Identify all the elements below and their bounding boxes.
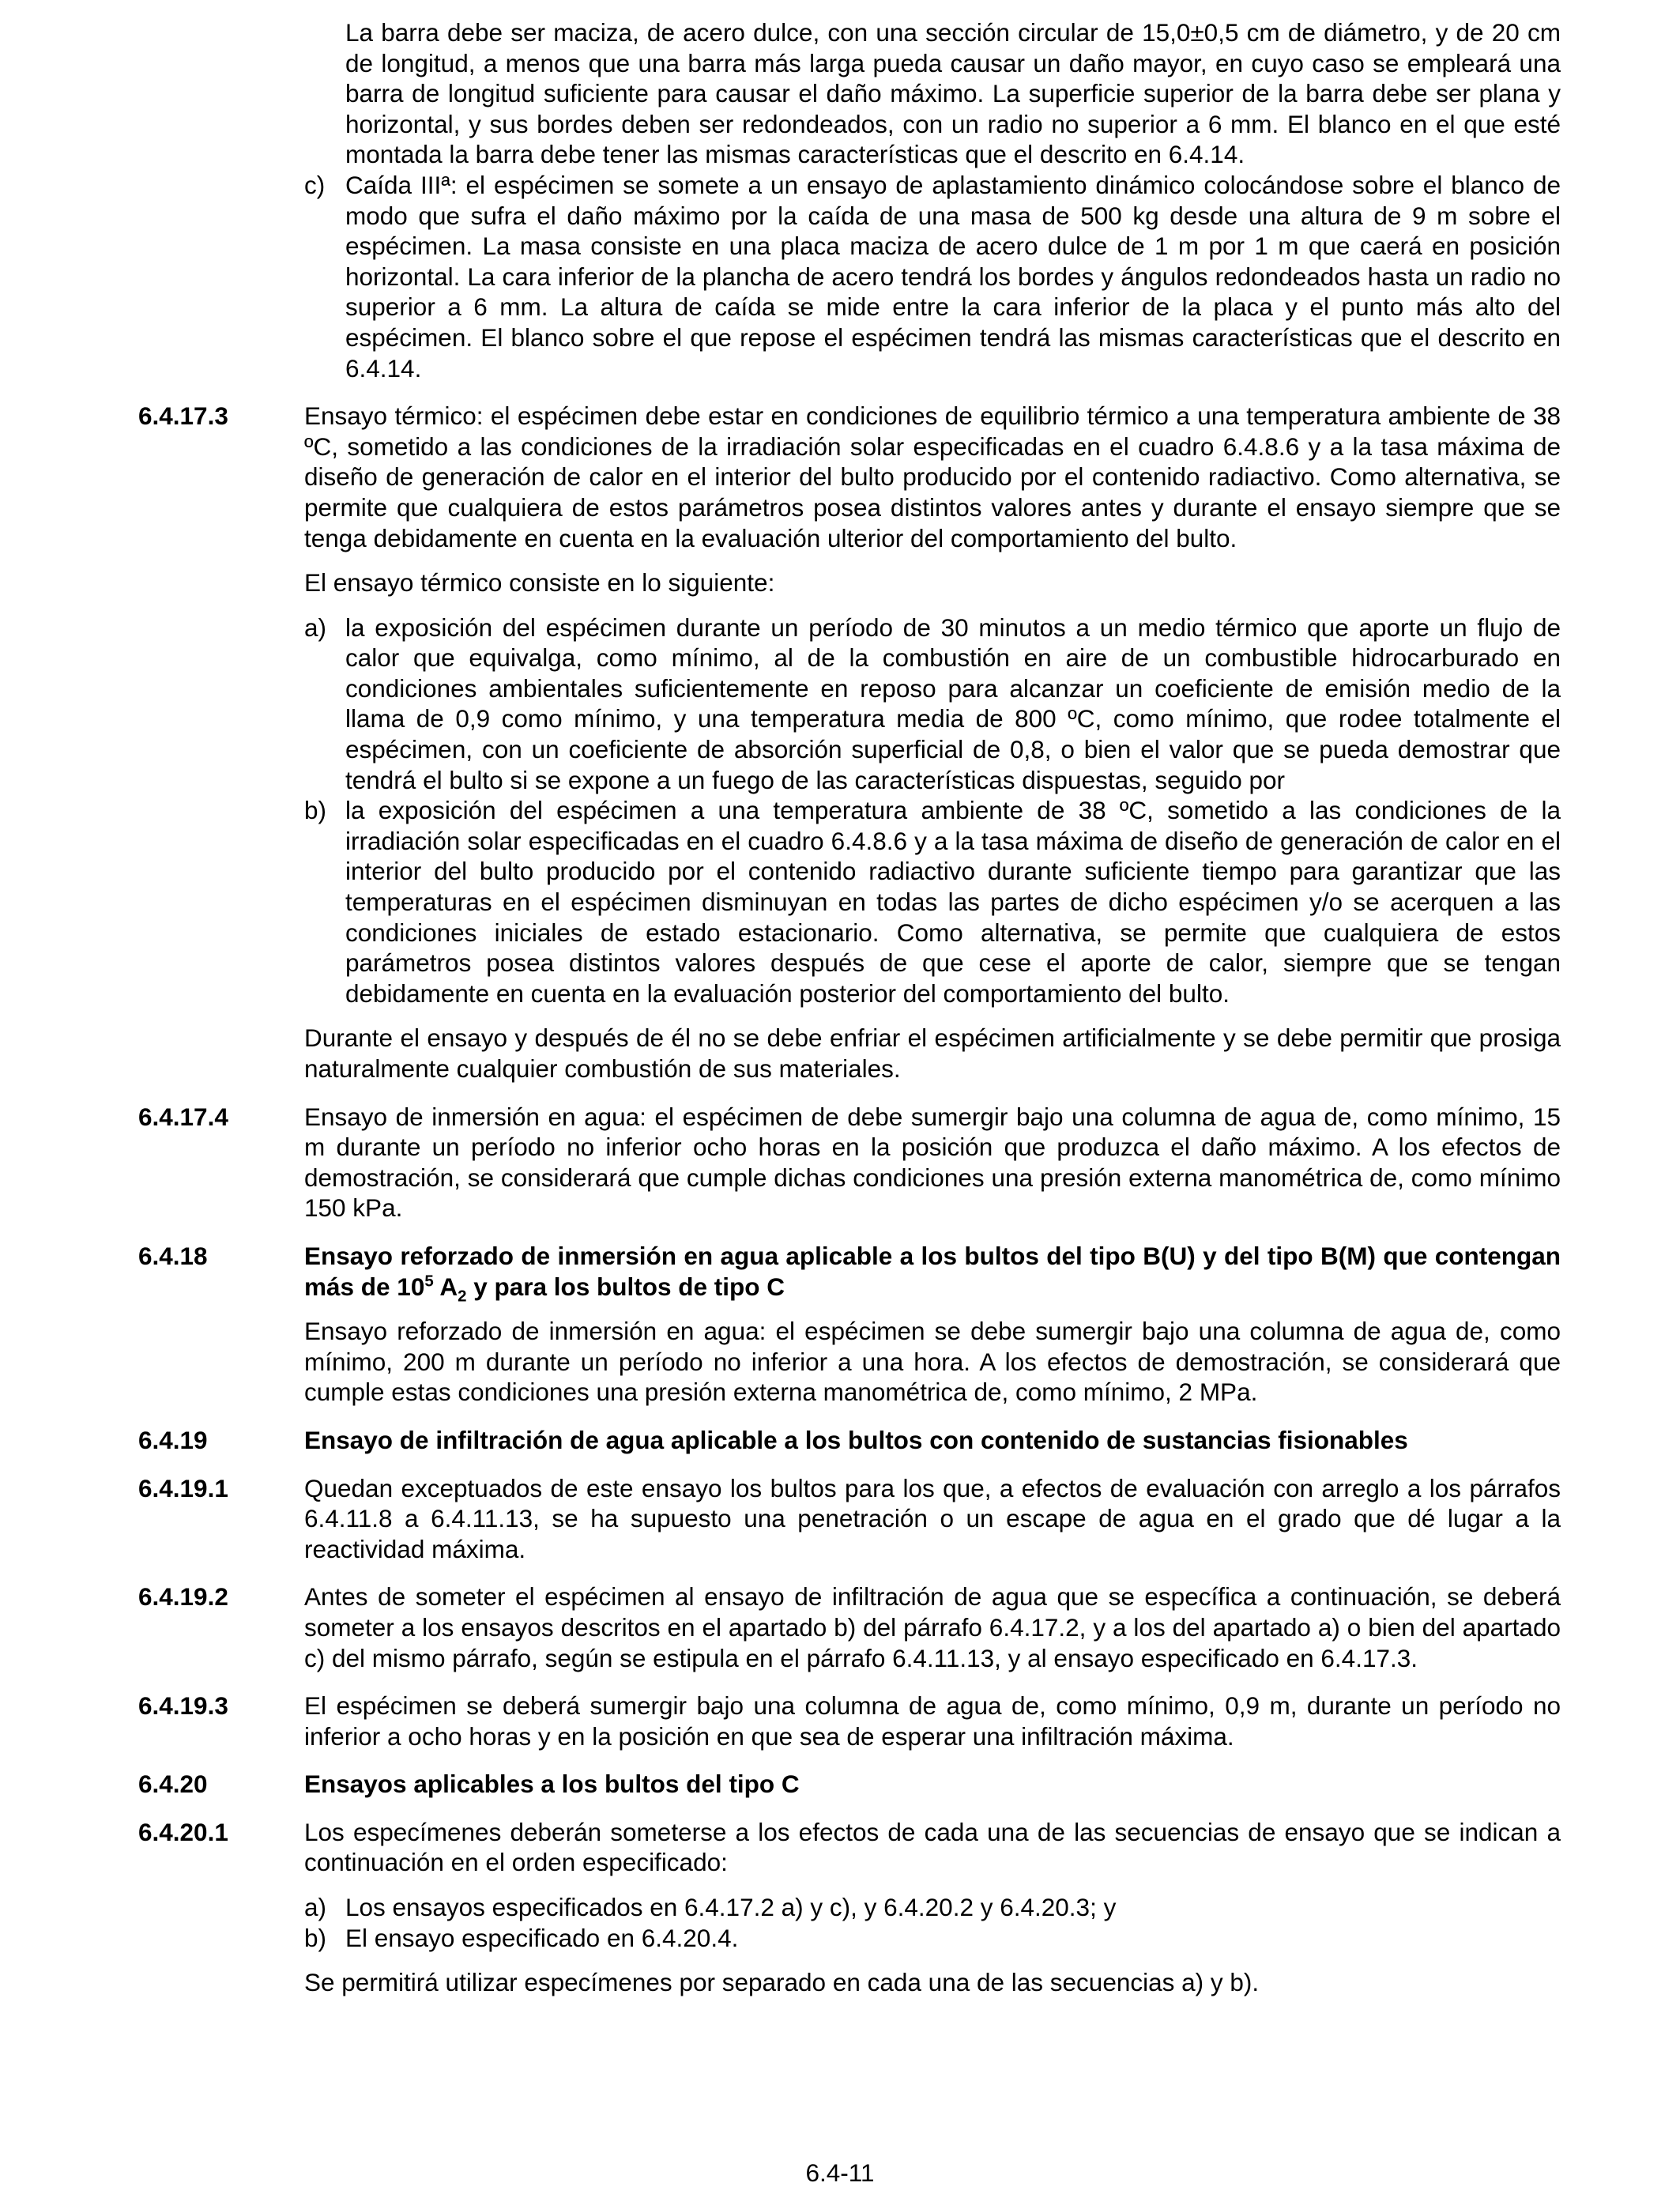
list-item-text: la exposición del espécimen a una temperatura ambiente de 38 ºC, sometido a las condiciones de la irradiación solar especificadas en el cuadro 6.4.8.6 y a la tasa máxima de diseño de generación de calor en el interior del bulto producido por el contenido radiactivo durante suficiente tiempo para garantizar que las temperaturas en el espécimen disminuyan en todas las partes de dicho espécimen y/o se acerquen a las condiciones iniciales de estado estacionario. Como alternativa, se permite que cualquiera de estos parámetros posea distintos valores después de que cese el aporte de calor, siempre que se tengan debidamente en cuenta en la evaluación posterior del comportamiento del bulto. (345, 796, 1561, 1008)
section-number: 6.4.19 (138, 1425, 208, 1454)
list-item-b (304, 1923, 1561, 1954)
section-number: 6.4.19.3 (138, 1691, 228, 1721)
section-number: 6.4.19.2 (138, 1582, 228, 1612)
heading-superscript: 5 (424, 1272, 434, 1291)
thermal-test-closing: Durante el ensayo y después de él no se debe enfriar el espécimen artificialmente y se debe permitir que prosiga naturalmente cualquier combustión de sus materiales. (304, 1023, 1561, 1083)
section-6-4-20 (138, 1769, 1561, 1800)
section-heading: Ensayo de infiltración de agua aplicable a los bultos con contenido de sustancias fisionables (304, 1425, 1408, 1454)
heading-text: y para los bultos de tipo C (466, 1272, 785, 1301)
list-marker: a) (304, 613, 327, 642)
section-number: 6.4.17.3 (138, 401, 228, 431)
list-item-a (304, 1892, 1561, 1923)
section-text: Ensayo de inmersión en agua: el espécimen de debe sumergir bajo una columna de agua de, como mínimo, 15 m durante un período no inferior ocho horas en la posición que produzca el daño máximo. A los efectos de demostración, se considerará que cumple dichas condiciones una presión externa manométrica de, como mínimo 150 kPa. (304, 1102, 1561, 1223)
section-number: 6.4.19.1 (138, 1473, 228, 1502)
section-number: 6.4.17.4 (138, 1102, 228, 1131)
section-heading (304, 1241, 1561, 1305)
section-6-4-19-1 (138, 1473, 1561, 1565)
item-b-continuation: La barra debe ser maciza, de acero dulce, con una sección circular de 15,0±0,5 cm de diámetro, y de 20 cm de longitud, a menos que una barra más larga pueda causar un daño mayor, en cuyo caso se empleará una barra de longitud suficiente para causar el daño máximo. La superficie superior de la barra debe ser plana y horizontal, y sus bordes deben ser redondeados, con un radio no superior a 6 mm. El blanco en el que esté montada la barra debe tener las mismas características que el descrito en 6.4.14. (345, 18, 1561, 169)
section-6-4-19-2 (138, 1581, 1561, 1673)
section-6-4-18 (138, 1241, 1561, 1305)
section-6-4-20-1 (138, 1817, 1561, 1878)
list-item-b (304, 795, 1561, 1008)
section-6-4-19-3 (138, 1691, 1561, 1751)
test-sequence-list (304, 1892, 1561, 1953)
list-marker: a) (304, 1893, 327, 1922)
page-content (138, 17, 1561, 1998)
heading-text: Ensayo reforzado de inmersión en agua aplicable a los bultos del tipo B(U) y del tipo B(M) que contengan más de 10 (304, 1241, 1561, 1301)
heading-subscript: 2 (458, 1286, 467, 1305)
section-number: 6.4.20 (138, 1770, 208, 1799)
section-6-4-17-3 (138, 401, 1561, 553)
section-text: Los especímenes deberán someterse a los efectos de cada una de las secuencias de ensayo que se indican a continuación en el orden especificado: (304, 1817, 1561, 1877)
heading-text: A (433, 1272, 458, 1301)
section-number: 6.4.18 (138, 1241, 208, 1270)
list-marker: b) (304, 796, 327, 825)
section-number: 6.4.20.1 (138, 1817, 228, 1846)
test-sequence-closing: Se permitirá utilizar especímenes por separado en cada una de las secuencias a) y b). (304, 1968, 1260, 1997)
list-item-text: Caída IIIª: el espécimen se somete a un ensayo de aplastamiento dinámico colocándose sobre el blanco de modo que sufra el daño máximo por la caída de una masa de 500 kg desde una altura de 9 m sobre el espécimen. La masa consiste en una placa maciza de acero dulce de 1 m por 1 m que caerá en posición horizontal. La cara inferior de la plancha de acero tendrá los bordes y ángulos redondeados hasta un radio no superior a 6 mm. La altura de caída se mide entre la cara inferior de la placa y el punto más alto del espécimen. El blanco sobre el que repose el espécimen tendrá las mismas características que el descrito en 6.4.14. (345, 170, 1561, 383)
list-item-text: Los ensayos especificados en 6.4.17.2 a) y c), y 6.4.20.2 y 6.4.20.3; y (345, 1893, 1117, 1922)
drop-test-list (304, 170, 1561, 383)
section-text: Antes de someter el espécimen al ensayo de infiltración de agua que se específica a continuación, se deberá someter a los ensayos descritos en el apartado b) del párrafo 6.4.17.2, y a los del apartado a) o bien del apartado c) del mismo párrafo, según se estipula en el párrafo 6.4.11.13, y al ensayo especificado en 6.4.17.3. (304, 1582, 1561, 1672)
list-item-text: El ensayo especificado en 6.4.20.4. (345, 1923, 739, 1952)
list-marker: b) (304, 1923, 327, 1952)
list-item-c (304, 170, 1561, 383)
section-text: El espécimen se deberá sumergir bajo una columna de agua de, como mínimo, 0,9 m, durante un período no inferior a ocho horas y en la posición en que sea de esperar una infiltración máxima. (304, 1691, 1561, 1751)
list-item-a (304, 613, 1561, 796)
page-number: 6.4-11 (805, 2158, 875, 2187)
list-marker: c) (304, 170, 326, 199)
thermal-test-lead: El ensayo térmico consiste en lo siguiente: (304, 568, 775, 598)
section-6-4-17-4 (138, 1102, 1561, 1223)
section-6-4-18-text: Ensayo reforzado de inmersión en agua: el espécimen se debe sumergir bajo una columna de agua de, como mínimo, 200 m durante un período no inferior a una hora. A los efectos de demostración, se considerará que cumple estas condiciones una presión externa manométrica de, como mínimo, 2 MPa. (304, 1317, 1561, 1407)
section-text: Quedan exceptuados de este ensayo los bultos para los que, a efectos de evaluación con arreglo a los párrafos 6.4.11.8 a 6.4.11.13, se ha supuesto una penetración o un escape de agua en el grado que dé lugar a la reactividad máxima. (304, 1473, 1561, 1563)
section-heading: Ensayos aplicables a los bultos del tipo C (304, 1770, 800, 1799)
section-text: Ensayo térmico: el espécimen debe estar en condiciones de equilibrio térmico a una temperatura ambiente de 38 ºC, sometido a las condiciones de la irradiación solar especificadas en el cuadro 6.4.8.6 y a la tasa máxima de diseño de generación de calor en el interior del bulto producido por el contenido radiactivo. Como alternativa, se permite que cualquiera de estos parámetros posea distintos valores antes y durante el ensayo siempre que se tenga debidamente en cuenta en la evaluación ulterior del comportamiento del bulto. (304, 401, 1561, 552)
section-6-4-19 (138, 1425, 1561, 1456)
thermal-test-list (304, 613, 1561, 1009)
list-item-text: la exposición del espécimen durante un período de 30 minutos a un medio térmico que aporte un flujo de calor que equivalga, como mínimo, al de la combustión en aire de un combustible hidrocarburado en condiciones ambientales suficientemente en reposo para alcanzar un coeficiente de emisión medio de la llama de 0,9 como mínimo, y una temperatura media de 800 ºC, como mínimo, que rodee totalmente el espécimen, con un coeficiente de absorción superficial de 0,8, o bien el valor que se pueda demostrar que tendrá el bulto si se expone a un fuego de las características dispuestas, seguido por (345, 613, 1561, 794)
